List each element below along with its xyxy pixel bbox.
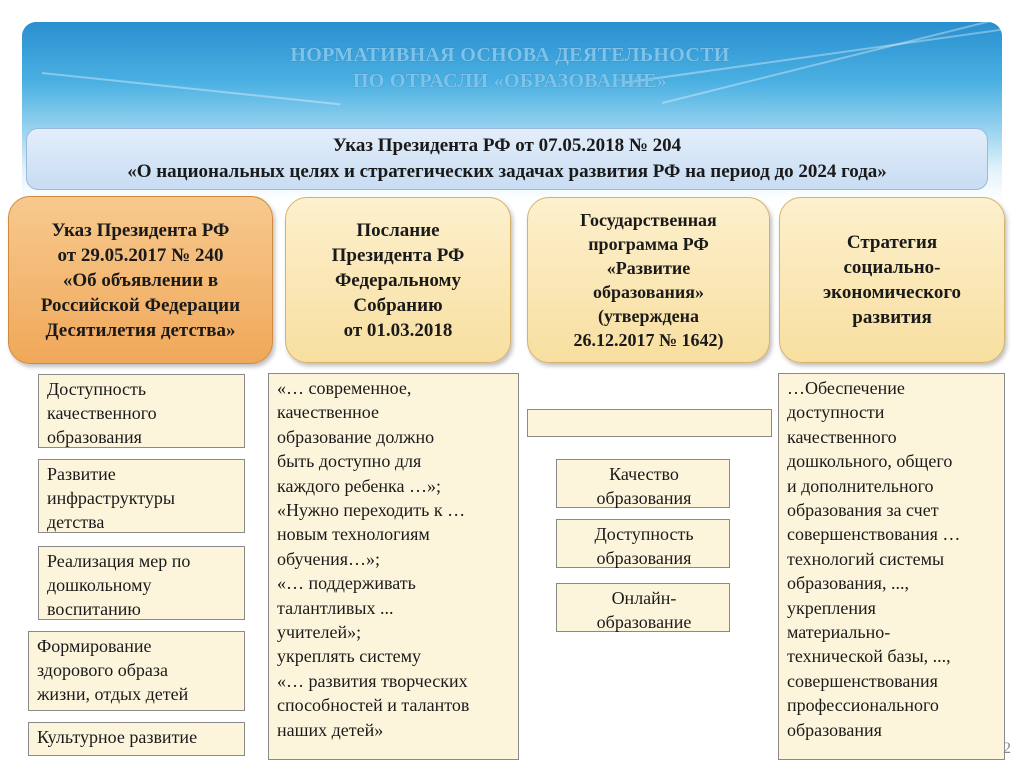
- box-line: Указ Президента РФ: [51, 219, 230, 241]
- quote-line: обучения…»;: [277, 548, 381, 569]
- box-line: «Об объявлении в: [62, 269, 219, 291]
- box-line: Десятилетия детства»: [45, 319, 236, 341]
- goal-item: [28, 722, 245, 756]
- goal-item: [38, 374, 245, 448]
- slide-title: [230, 42, 790, 94]
- item-line: воспитанию: [47, 599, 141, 619]
- goal-item: [38, 459, 245, 533]
- program-item: [556, 583, 730, 632]
- box-line: Федеральному: [334, 269, 461, 291]
- item-line: образования: [596, 488, 692, 508]
- item-line: дошкольному: [47, 575, 152, 595]
- strategy-line: технической базы, ...,: [787, 646, 951, 667]
- item-line: Культурное развитие: [37, 727, 198, 747]
- quote-line: укреплять систему: [277, 646, 422, 667]
- quote-line: «… поддерживать: [277, 573, 416, 594]
- state-program-box: [527, 197, 770, 363]
- item-line: Доступность: [594, 524, 694, 544]
- box-line: Государственная: [580, 210, 717, 230]
- box-line: (утверждена: [597, 306, 700, 326]
- empty-bar: [527, 409, 772, 437]
- quote-line: каждого ребенка …»;: [277, 475, 441, 496]
- strategy-line: дошкольного, общего: [787, 451, 953, 472]
- strategy-line: материально-: [787, 622, 891, 643]
- box-line: от 29.05.2017 № 240: [57, 244, 224, 266]
- item-line: инфраструктуры: [47, 488, 175, 508]
- slide-title-line: ПО ОТРАСЛИ «ОБРАЗОВАНИЕ»: [352, 70, 668, 92]
- box-line: Президента РФ: [331, 244, 465, 266]
- strategy-line: профессионального: [787, 695, 939, 716]
- box-line: социально-: [843, 257, 941, 278]
- box-line: от 01.03.2018: [343, 319, 453, 341]
- quote-line: «Нужно переходить к …: [277, 500, 466, 521]
- box-line: 26.12.2017 № 1642): [573, 330, 724, 350]
- item-line: образования: [47, 427, 142, 447]
- quote-line: качественное: [277, 402, 379, 423]
- item-line: Реализация мер по: [47, 551, 191, 571]
- strategy-box: [779, 197, 1005, 363]
- quote-line: талантливых ...: [277, 597, 394, 618]
- box-line: Собранию: [353, 294, 443, 316]
- quote-line: наших детей»: [277, 719, 384, 740]
- strategy-line: совершенствования: [787, 670, 938, 691]
- item-line: здорового образа: [37, 660, 169, 680]
- box-line: Стратегия: [846, 232, 938, 253]
- goal-item: [28, 631, 245, 711]
- box-line: Российской Федерации: [40, 294, 241, 316]
- quote-line: учителей»;: [277, 622, 362, 643]
- quote-line: «… современное,: [277, 378, 412, 398]
- strategy-line: совершенствования …: [787, 524, 961, 545]
- strategy-line: укрепления: [787, 597, 876, 618]
- program-item: [556, 459, 730, 508]
- strategy-line: …Обеспечение: [787, 378, 905, 398]
- item-line: детства: [47, 512, 105, 532]
- strategy-line: образования, ...,: [787, 573, 909, 594]
- quote-line: новым технологиям: [277, 524, 430, 545]
- box-line: развития: [852, 307, 932, 328]
- item-line: образование: [596, 612, 692, 632]
- item-line: качественного: [47, 403, 157, 423]
- page-number: 2: [1003, 740, 1011, 757]
- strategy-line: образования за счет: [787, 500, 939, 521]
- strategy-line: образования: [787, 719, 882, 740]
- quote-line: «… развития творческих: [277, 670, 468, 691]
- goal-item: [38, 546, 245, 620]
- decree-line: «О национальных целях и стратегических задачах развития РФ на период до 2024 года»: [127, 161, 887, 182]
- item-line: образования: [596, 548, 692, 568]
- quote-line: образование должно: [277, 426, 435, 447]
- box-line: экономического: [822, 282, 962, 303]
- quote-line: способностей и талантов: [277, 695, 470, 716]
- strategy-line: доступности: [787, 402, 885, 423]
- strategy-text-box: [778, 373, 1005, 760]
- item-line: Доступность: [47, 379, 147, 399]
- strategy-line: качественного: [787, 426, 897, 447]
- strategy-line: и дополнительного: [787, 475, 934, 496]
- presidential-address-box: [285, 197, 511, 363]
- strategy-line: технологий системы: [787, 548, 945, 569]
- item-line: Формирование: [37, 636, 152, 656]
- program-item: [556, 519, 730, 568]
- decree-240-box: [8, 196, 273, 364]
- item-line: Развитие: [47, 464, 116, 484]
- item-line: Онлайн-: [611, 588, 677, 608]
- box-line: образования»: [593, 282, 704, 302]
- quote-line: быть доступно для: [277, 451, 422, 472]
- item-line: Качество: [609, 464, 679, 484]
- decree-line: Указ Президента РФ от 07.05.2018 № 204: [332, 135, 682, 156]
- address-quotes-box: [268, 373, 519, 760]
- box-line: Послание: [356, 219, 440, 241]
- box-line: «Развитие: [606, 258, 691, 278]
- box-line: программа РФ: [588, 234, 709, 254]
- slide-title-line: НОРМАТИВНАЯ ОСНОВА ДЕЯТЕЛЬНОСТИ: [290, 44, 730, 66]
- item-line: жизни, отдых детей: [37, 684, 189, 704]
- main-decree-box: [26, 128, 988, 190]
